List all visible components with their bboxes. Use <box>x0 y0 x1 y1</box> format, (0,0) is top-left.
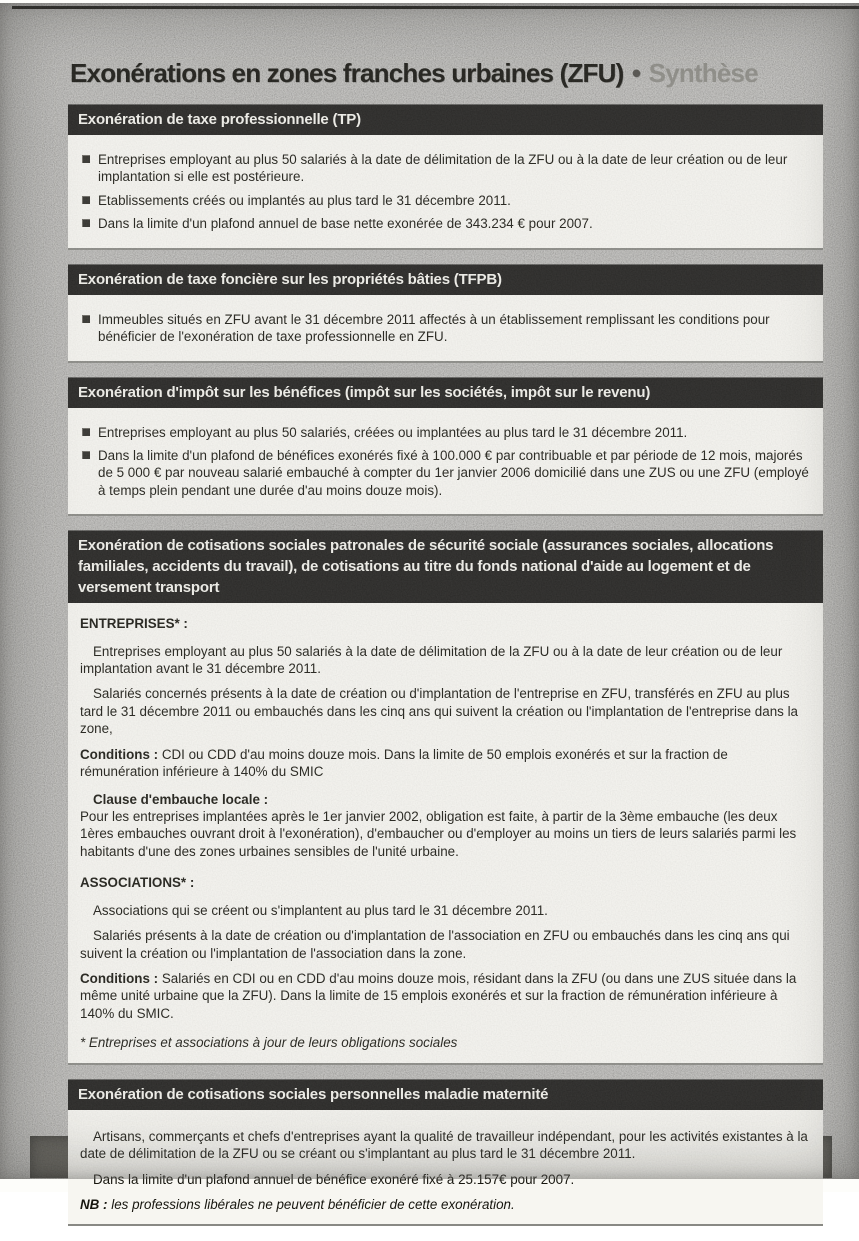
bullet-text: Entreprises employant au plus 50 salariés à la date de délimitation de la ZFU ou à la date de leur création ou de leur implantation si elle est postérieure. <box>98 152 788 185</box>
section-body <box>68 135 823 250</box>
bullet-text: Dans la limite d'un plafond de bénéfices exonérés fixé à 100.000 € par contribuable et par période de 12 mois, majorés de 5 000 € par nouveau salarié embauché à compter du 1er janvier 2006 domicilié dans une ZUS ou une ZFU (employé à temps plein pendant une durée d'au moins douze mois). <box>98 447 809 498</box>
bullet-square-icon <box>82 219 90 227</box>
bullet-text: Dans la limite d'un plafond annuel de base nette exonérée de 343.234 € pour 2007. <box>98 216 593 232</box>
paragraph: Artisans, commerçants et chefs d'entreprises ayant la qualité de travailleur indépendant, pour les activités existantes à la date de délimitation de la ZFU ou se créant ou s'implantant au plus tard le 31 décembre 2011. <box>80 1128 808 1162</box>
bullet-item <box>80 311 809 346</box>
section-body <box>68 603 823 1064</box>
bullet-text: Immeubles situés en ZFU avant le 31 décembre 2011 affectés à un établissement remplissant les conditions pour bénéficier de l'exonération de taxe professionnelle en ZFU. <box>98 311 770 345</box>
paragraph: Associations qui se créent ou s'implantent au plus tard le 31 décembre 2011. <box>93 902 548 918</box>
paragraph: Salariés présents à la date de création ou d'implantation de l'association en ZFU ou embauchés dans les cinq ans qui suivent la création ou l'implantation de l'association dans la zone. <box>80 928 790 961</box>
bullet-item <box>80 424 809 441</box>
nb-label: NB : <box>80 1196 108 1212</box>
bullet-text: Entreprises employant au plus 50 salariés, créées ou implantées au plus tard le 31 décembre 2011. <box>98 424 688 440</box>
page-title-suffix: Synthèse <box>648 58 758 88</box>
nb-note <box>80 1196 809 1213</box>
bullet-square-icon <box>82 155 90 163</box>
bullet-square-icon <box>82 428 90 436</box>
bullet-item <box>80 215 809 232</box>
section-header: Exonération de taxe foncière sur les propriétés bâties (TFPB) <box>68 265 823 295</box>
subsection-heading-associations: ASSOCIATIONS* : <box>80 875 195 891</box>
page-title-main: Exonérations en zones franches urbaines (ZFU) <box>70 58 624 88</box>
bullet-square-icon <box>82 196 90 204</box>
conditions-label: Conditions : <box>80 746 159 762</box>
paragraph: Dans la limite d'un plafond annuel de bénéfice exonéré fixé à 25.157€ pour 2007. <box>93 1171 575 1187</box>
section-header: Exonération d'impôt sur les bénéfices (impôt sur les sociétés, impôt sur le revenu) <box>68 378 823 408</box>
bullet-item <box>80 447 809 499</box>
page-title <box>70 58 823 89</box>
conditions-line <box>80 970 809 1022</box>
bullet-square-icon <box>82 451 90 459</box>
conditions-label: Conditions : <box>80 970 159 986</box>
top-rule-line <box>12 6 859 9</box>
section-taxe-professionnelle <box>68 105 823 250</box>
conditions-text: CDI ou CDD d'au moins douze mois. Dans la limite de 50 emplois exonérés et sur la fraction de rémunération inférieure à 140% du SMIC <box>80 746 728 780</box>
bullet-item <box>80 192 809 209</box>
section-body <box>68 295 823 363</box>
footnote-obligations-sociales: * Entreprises et associations à jour de leurs obligations sociales <box>80 1035 458 1051</box>
document-content <box>68 58 823 1241</box>
section-header: Exonération de cotisations sociales personnelles maladie maternité <box>68 1080 823 1110</box>
section-taxe-fonciere <box>68 265 823 363</box>
section-body <box>68 1110 823 1227</box>
paragraph: Entreprises employant au plus 50 salariés à la date de délimitation de la ZFU ou à la date de leur création ou de leur implantation avant le 31 décembre 2011. <box>80 643 783 677</box>
conditions-text: Salariés en CDI ou en CDD d'au moins douze mois, résidant dans la ZFU (ou dans une ZUS située dans la même unité urbaine que la ZFU). Dans la limite de 15 emplois exonérés et sur la fraction de rémunération inférieure à 140% du SMIC. <box>80 970 797 1021</box>
title-bullet-separator: • <box>631 58 641 88</box>
paragraph: Salariés concernés présents à la date de création ou d'implantation de l'entreprise en ZFU, transférés en ZFU au plus tard le 31 décembre 2011 ou embauchés dans les cinq ans qui suivent la création ou l'implantation de l'entreprise dans la zone, <box>80 686 798 737</box>
subsection-heading-clause: Clause d'embauche locale : <box>93 791 269 807</box>
section-header: Exonération de taxe professionnelle (TP) <box>68 105 823 135</box>
paragraph: Pour les entreprises implantées après le 1er janvier 2002, obligation est faite, à partir de la 3ème embauche (les deux 1ères embauches ouvrant droit à l'exonération), d'embaucher ou d'employer au moins un tiers de leurs salariés parmi les habitants d'une des zones urbaines sensibles de l'unité urbaine. <box>80 809 797 859</box>
nb-text: les professions libérales ne peuvent bénéficier de cette exonération. <box>107 1196 515 1212</box>
subsection-heading-entreprises: ENTREPRISES* : <box>80 616 188 632</box>
bullet-square-icon <box>82 315 90 323</box>
bullet-item <box>80 151 809 186</box>
section-impot-benefices <box>68 378 823 517</box>
conditions-line <box>80 746 809 781</box>
section-header: Exonération de cotisations sociales patronales de sécurité sociale (assurances sociales, allocations familiales, accidents du travail), de cotisations au titre du fonds national d'aide au logement et de versement transport <box>68 531 823 603</box>
section-cotisations-patronales <box>68 531 823 1064</box>
bullet-text: Etablissements créés ou implantés au plus tard le 31 décembre 2011. <box>98 192 511 208</box>
section-cotisations-personnelles <box>68 1080 823 1227</box>
section-body <box>68 408 823 517</box>
